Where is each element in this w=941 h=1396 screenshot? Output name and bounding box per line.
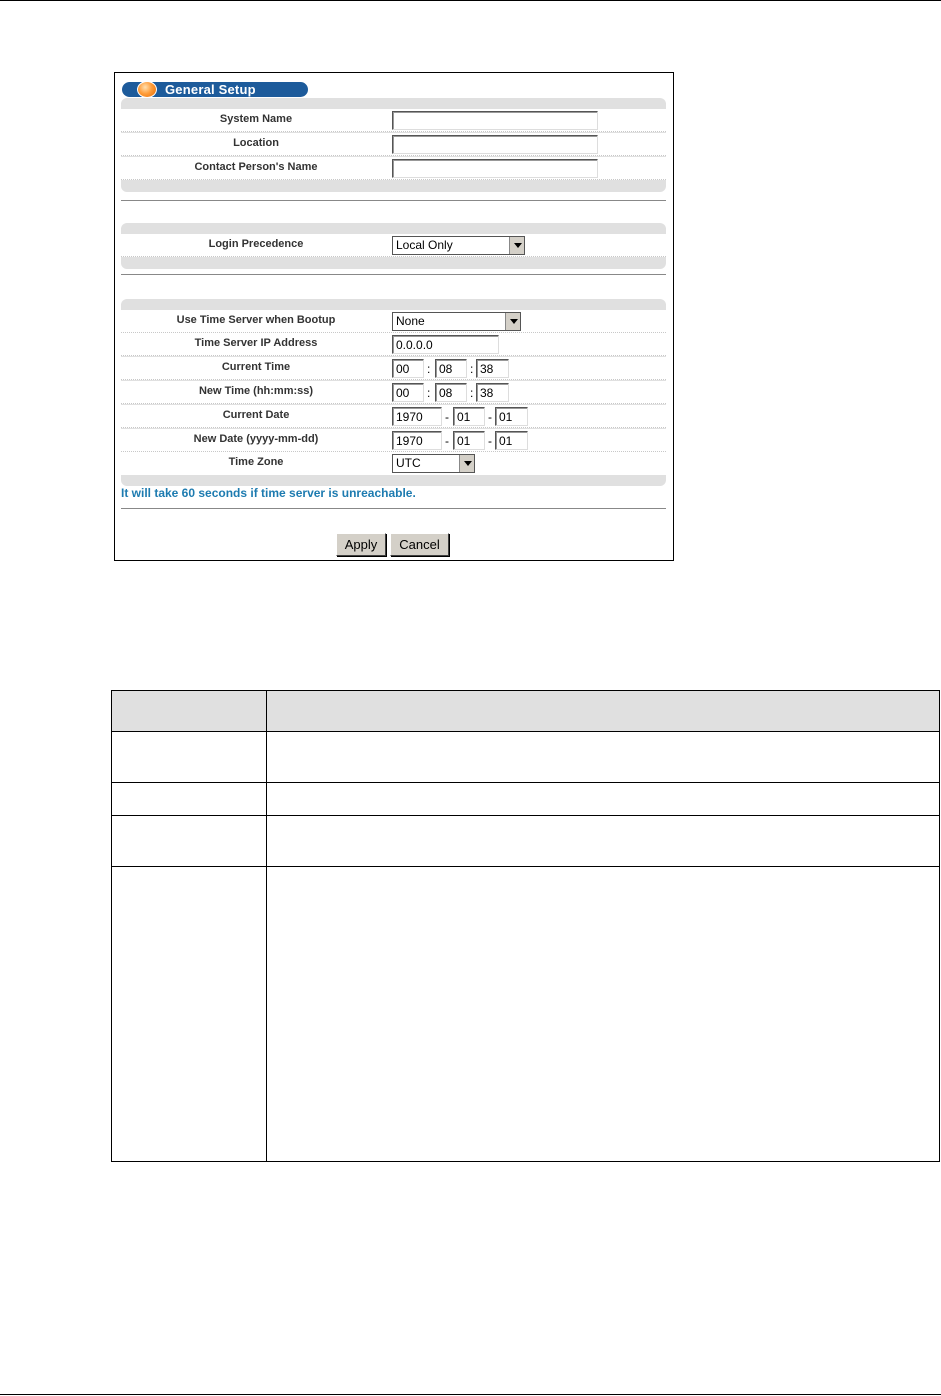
time-server-bootup-value: None bbox=[396, 314, 425, 328]
table-cell bbox=[112, 867, 267, 1162]
table-header-row bbox=[112, 691, 940, 732]
new-date-dd-input[interactable] bbox=[495, 431, 528, 450]
table-row bbox=[112, 816, 940, 867]
new-time-hh-input[interactable] bbox=[392, 383, 424, 402]
new-date-label: New Date (yyyy-mm-dd) bbox=[193, 433, 319, 445]
general-setup-panel bbox=[114, 72, 674, 561]
date-separator: - bbox=[488, 410, 492, 424]
current-time-hh-input[interactable] bbox=[392, 359, 424, 378]
login-precedence-select[interactable] bbox=[392, 236, 525, 255]
unreachable-note: It will take 60 seconds if time server is unreachable. bbox=[121, 486, 416, 500]
current-date-label: Current Date bbox=[222, 409, 290, 421]
new-date-row bbox=[121, 429, 666, 452]
location-label: Location bbox=[233, 137, 279, 149]
new-time-mm-input[interactable] bbox=[435, 383, 467, 402]
table-cell bbox=[267, 783, 940, 816]
time-separator: : bbox=[427, 386, 431, 400]
current-date-yyyy-input[interactable] bbox=[392, 407, 442, 426]
login-precedence-row bbox=[121, 234, 666, 257]
table-cell bbox=[112, 783, 267, 816]
current-time-row bbox=[121, 357, 666, 380]
contact-label: Contact Person's Name bbox=[194, 161, 318, 173]
login-precedence-value: Local Only bbox=[396, 238, 453, 252]
chevron-down-icon[interactable] bbox=[459, 455, 474, 472]
new-date-yyyy-input[interactable] bbox=[392, 431, 442, 450]
page-bottom-rule bbox=[0, 1394, 941, 1395]
apply-button[interactable]: Apply bbox=[336, 533, 386, 556]
table-header-cell bbox=[112, 691, 267, 732]
login-precedence-label: Login Precedence bbox=[208, 238, 304, 250]
contact-row bbox=[121, 157, 666, 180]
divider bbox=[121, 274, 666, 275]
cancel-button[interactable]: Cancel bbox=[390, 533, 449, 556]
date-separator: - bbox=[488, 434, 492, 448]
time-separator: : bbox=[427, 362, 431, 376]
current-time-mm-input[interactable] bbox=[435, 359, 467, 378]
new-time-label: New Time (hh:mm:ss) bbox=[198, 385, 314, 397]
contact-input[interactable] bbox=[392, 159, 598, 178]
current-time-ss-input[interactable] bbox=[476, 359, 509, 378]
time-separator: : bbox=[470, 362, 474, 376]
time-server-bootup-row bbox=[121, 310, 666, 333]
time-server-ip-label: Time Server IP Address bbox=[194, 337, 318, 349]
current-time-label: Current Time bbox=[221, 361, 291, 373]
new-date-mm-input[interactable] bbox=[453, 431, 485, 450]
date-separator: - bbox=[445, 434, 449, 448]
description-table bbox=[111, 690, 940, 1162]
time-separator: : bbox=[470, 386, 474, 400]
new-time-row bbox=[121, 381, 666, 404]
table-row bbox=[112, 732, 940, 783]
table-row bbox=[112, 783, 940, 816]
current-date-row bbox=[121, 405, 666, 428]
table-header-cell bbox=[267, 691, 940, 732]
table-cell bbox=[267, 732, 940, 783]
chevron-down-icon[interactable] bbox=[509, 237, 524, 254]
panel-title: General Setup bbox=[165, 82, 256, 97]
date-separator: - bbox=[445, 410, 449, 424]
page-top-rule bbox=[0, 0, 941, 1]
table-cell bbox=[112, 732, 267, 783]
system-name-input[interactable] bbox=[392, 111, 598, 130]
current-date-dd-input[interactable] bbox=[495, 407, 528, 426]
time-server-bootup-label: Use Time Server when Bootup bbox=[176, 314, 336, 326]
table-row bbox=[112, 867, 940, 1162]
time-zone-label: Time Zone bbox=[228, 456, 284, 468]
divider bbox=[121, 200, 666, 201]
system-name-row bbox=[121, 109, 666, 132]
chevron-down-icon[interactable] bbox=[505, 313, 520, 330]
divider bbox=[121, 508, 666, 509]
table-cell bbox=[112, 816, 267, 867]
location-input[interactable] bbox=[392, 135, 598, 154]
table-cell bbox=[267, 816, 940, 867]
orb-icon bbox=[137, 81, 157, 98]
current-date-mm-input[interactable] bbox=[453, 407, 485, 426]
new-time-ss-input[interactable] bbox=[476, 383, 509, 402]
location-row bbox=[121, 133, 666, 156]
table-cell bbox=[267, 867, 940, 1162]
time-zone-value: UTC bbox=[396, 456, 421, 470]
time-zone-select[interactable] bbox=[392, 454, 475, 473]
system-name-label: System Name bbox=[219, 113, 293, 125]
time-zone-row bbox=[121, 452, 666, 475]
time-server-ip-input[interactable] bbox=[392, 335, 499, 354]
time-server-bootup-select[interactable] bbox=[392, 312, 521, 331]
time-server-ip-row bbox=[121, 333, 666, 356]
